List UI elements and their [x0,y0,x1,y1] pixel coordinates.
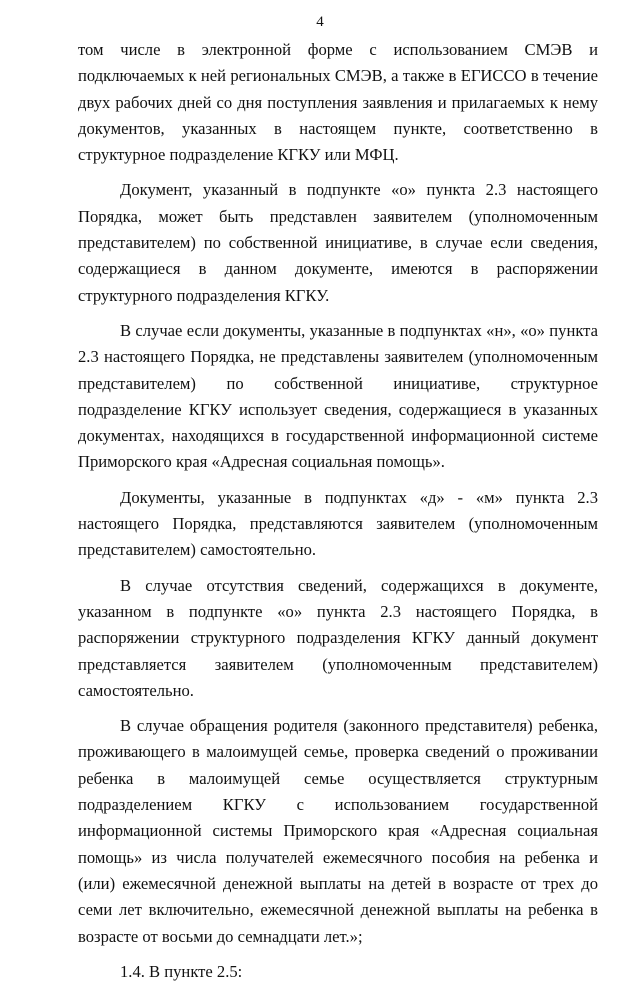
paragraph-documents-d-m: Документы, указанные в подпунктах «д» - «м» пункта 2.3 настоящего Порядка, представляются заявителем (уполномоченным представителем) самостоятельно. [78,487,598,560]
paragraph-section-1-4: 1.4. В пункте 2.5: [120,961,243,981]
paragraph-parent-appeal: В случае обращения родителя (законного представителя) ребенка, проживающего в малоимущей семье, проверка сведений о проживании ребенка в малоимущей семье осуществляется структурным подразделением КГКУ с использованием государственной информационной системы Приморского края «Адресная социальная помощь» из числа получателей ежемесячного пособия на ребенка и (или) ежемесячной денежной выплаты на детей в возрасте от трех до семи лет включительно, ежемесячной денежной выплаты на ребенка в возрасте от восьми до семнадцати лет.»; [78,716,598,946]
paragraph-document-o: Документ, указанный в подпункте «о» пункта 2.3 настоящего Порядка, может быть представлен заявителем (уполномоченным представителем) по собственной инициативе, в случае если сведения, содержащиеся в данном документе, имеются в распоряжении структурного подразделения КГКУ. [78,180,598,305]
document-body [78,37,598,994]
page-number: 4 [316,14,324,30]
paragraph-continuation: том числе в электронной форме с использованием СМЭВ и подключаемых к ней региональных СМЭВ, а также в ЕГИССО в течение двух рабочих дней со дня поступления заявления и прилагаемых к нему документов, указанных в настоящем пункте, соответственно в структурное подразделение КГКУ или МФЦ. [78,40,598,165]
paragraph-documents-n-o: В случае если документы, указанные в подпунктах «н», «о» пункта 2.3 настоящего Порядка, не представлены заявителем (уполномоченным представителем) по собственной инициативе, структурное подразделение КГКУ использует сведения, содержащиеся в указанных документах, находящихся в государственной информационной системе Приморского края «Адресная социальная помощь». [78,320,598,472]
paragraph-absence-of-info: В случае отсутствия сведений, содержащихся в документе, указанном в подпункте «о» пункта 2.3 настоящего Порядка, в распоряжении структурного подразделения КГКУ данный документ представляется заявителем (уполномоченным представителем) самостоятельно. [78,575,598,700]
